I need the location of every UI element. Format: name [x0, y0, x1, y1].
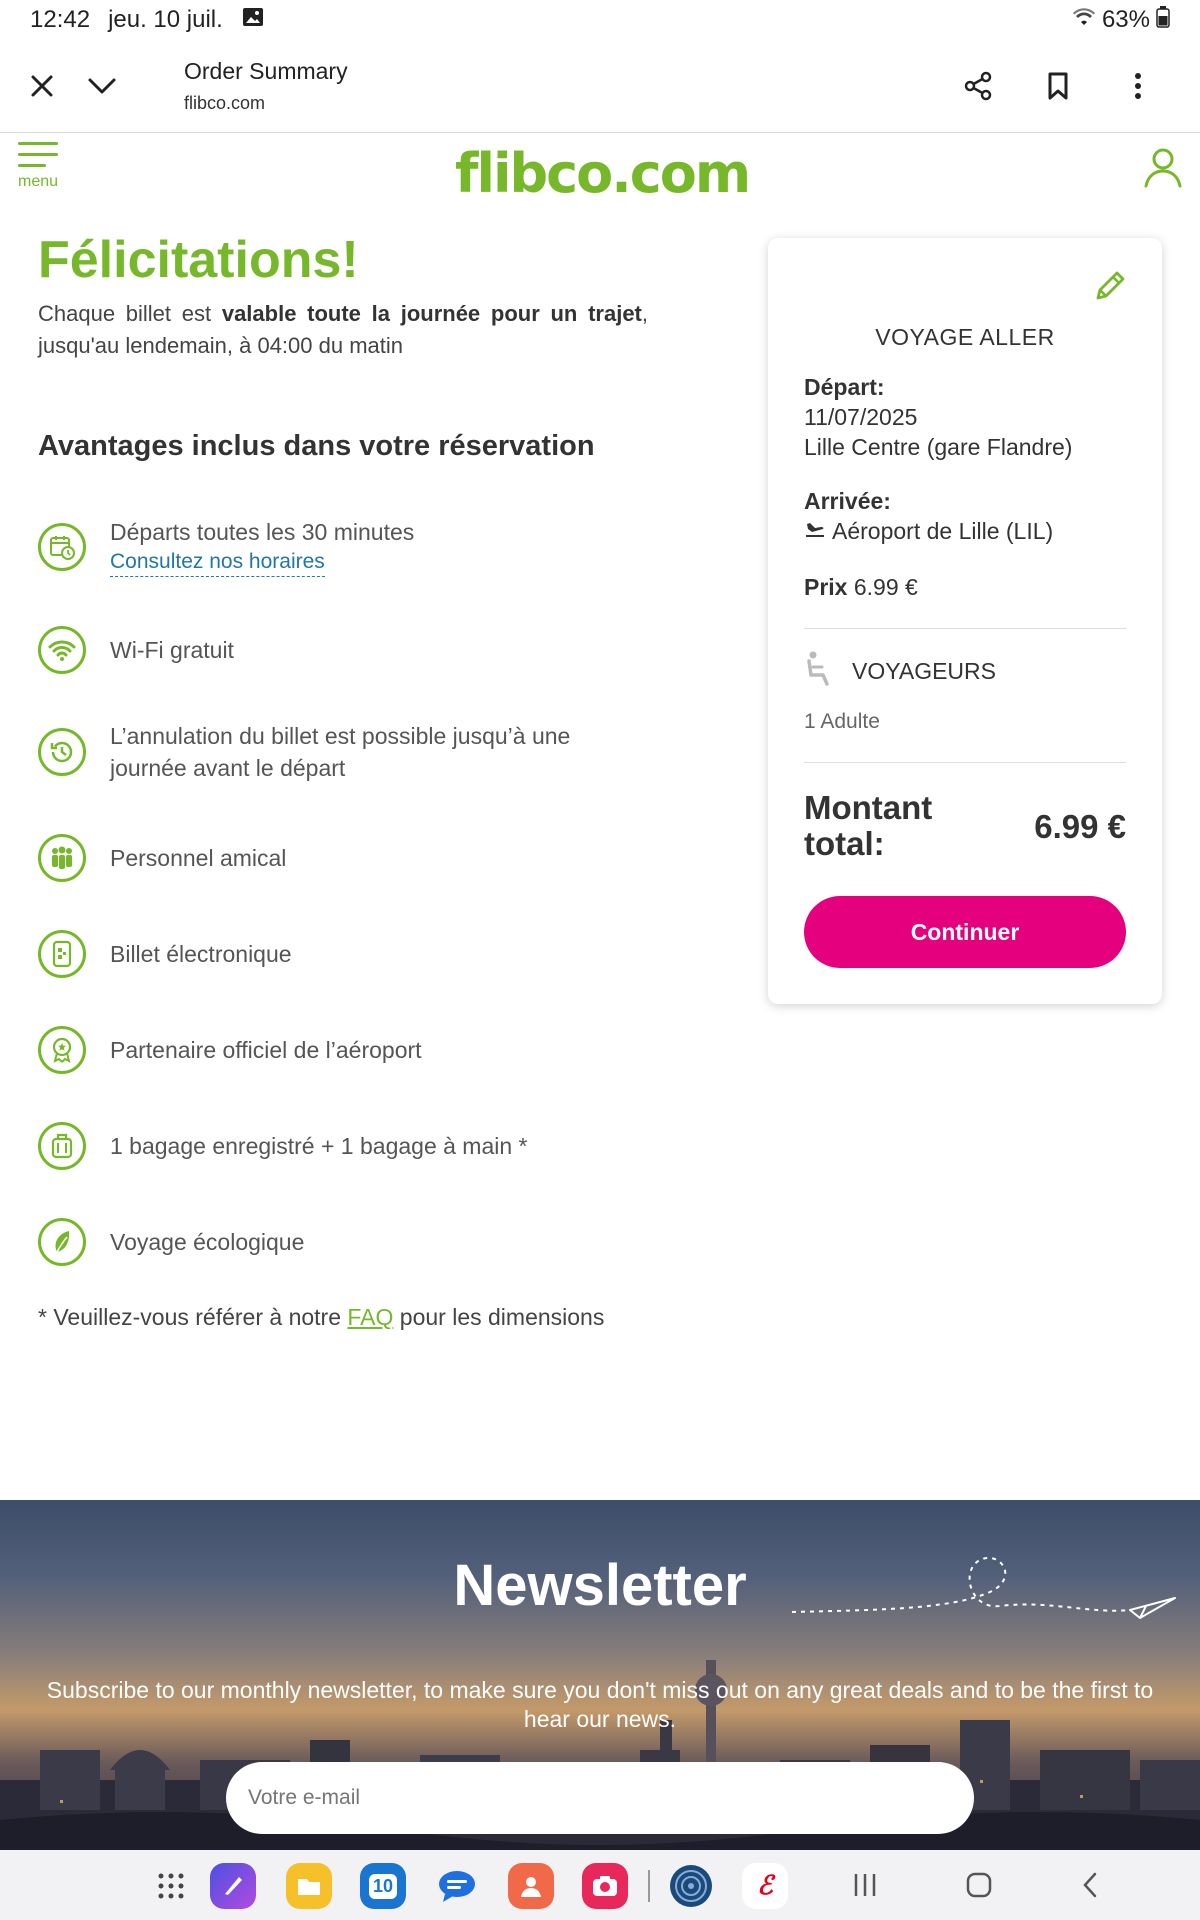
- recent-apps-icon[interactable]: [852, 1870, 878, 1905]
- page-url: flibco.com: [184, 93, 266, 113]
- advantage-eticket: [38, 930, 648, 978]
- order-summary-card: [768, 238, 1162, 1004]
- ticket-validity-text: Chaque billet est valable toute la journée pour un trajet, jusqu'au lendemain, à 04:00 du matin: [38, 301, 649, 358]
- travellers-title: VOYAGEURS: [852, 657, 996, 684]
- divider: [804, 762, 1126, 763]
- radar-app-icon[interactable]: [668, 1863, 714, 1909]
- price-label: Prix: [804, 574, 848, 600]
- back-icon[interactable]: [1080, 1870, 1100, 1905]
- advantage-text: Partenaire officiel de l’aéroport: [110, 1037, 422, 1063]
- newsletter-text: Subscribe to our monthly newsletter, to make sure you don't miss out on any great deals and to be the first to hear our news.: [46, 1677, 1154, 1732]
- calendar-app-icon[interactable]: [360, 1863, 406, 1909]
- timetable-link[interactable]: Consultez nos horaires: [110, 548, 325, 577]
- advantage-text: L’annulation du billet est possible jusqu’à une journée avant le départ: [110, 723, 571, 781]
- status-date: jeu. 10 juil.: [108, 6, 223, 33]
- site-logo[interactable]: flibco.com: [455, 142, 750, 205]
- advantage-text: Départs toutes les 30 minutes: [110, 519, 415, 545]
- camera-app-icon[interactable]: [582, 1863, 628, 1909]
- bookmark-icon[interactable]: [1038, 66, 1078, 106]
- home-icon[interactable]: [964, 1870, 994, 1905]
- advantage-text: Wi-Fi gratuit: [110, 637, 234, 663]
- more-options-icon[interactable]: [1118, 66, 1158, 106]
- seat-icon: [804, 650, 834, 692]
- wifi-status-icon: [1072, 6, 1096, 34]
- advantage-luggage: [38, 1122, 648, 1170]
- advantages-title: Avantages inclus dans votre réservation: [38, 430, 595, 462]
- total-value: 6.99 €: [1034, 808, 1126, 845]
- travellers-header: [804, 650, 996, 692]
- departure-label: Départ:: [804, 374, 885, 400]
- advantages-list: [38, 0, 648, 1400]
- advantage-partner: [38, 1026, 648, 1074]
- calendar-clock-icon: [38, 523, 86, 571]
- user-account-icon[interactable]: [1142, 146, 1184, 193]
- newsletter-email-input[interactable]: [226, 1762, 974, 1834]
- advantage-text: Billet électronique: [110, 941, 292, 967]
- wifi-icon: [38, 626, 86, 674]
- edit-pencil-icon[interactable]: [1092, 268, 1128, 309]
- trip-title: VOYAGE ALLER: [875, 324, 1055, 350]
- award-icon: [38, 1026, 86, 1074]
- continue-button[interactable]: Continuer: [804, 896, 1126, 968]
- luggage-icon: [38, 1122, 86, 1170]
- arrival-place: Aéroport de Lille (LIL): [832, 518, 1054, 544]
- price-row: [804, 572, 1126, 602]
- e-ticket-icon: [38, 930, 86, 978]
- newsletter-section: [0, 1500, 1200, 1850]
- status-time: 12:42: [30, 6, 91, 33]
- total-label: Montant total:: [804, 789, 933, 862]
- advantage-text: 1 bagage enregistré + 1 bagage à main *: [110, 1133, 528, 1159]
- lequipe-app-icon[interactable]: ℰ: [742, 1863, 788, 1909]
- battery-percent: 63%: [1101, 6, 1150, 33]
- messages-app-icon[interactable]: [434, 1863, 480, 1909]
- price-value: 6.99 €: [853, 574, 918, 600]
- battery-icon: [1156, 6, 1170, 35]
- share-icon[interactable]: [958, 66, 998, 106]
- departure-date: 11/07/2025: [804, 404, 918, 430]
- newsletter-title: Newsletter: [453, 1553, 747, 1618]
- advantage-eco: [38, 1218, 648, 1266]
- files-app-icon[interactable]: [286, 1863, 332, 1909]
- leaf-icon: [38, 1218, 86, 1266]
- arrival-label: Arrivée:: [804, 488, 891, 514]
- advantage-staff: [38, 834, 648, 882]
- page-title: Order Summary: [184, 58, 348, 84]
- staff-icon: [38, 834, 86, 882]
- departure-block: [804, 372, 1126, 462]
- advantage-cancellation: [38, 720, 648, 784]
- calendar-day: 10: [369, 1874, 397, 1899]
- arrival-block: [804, 486, 1126, 546]
- advantage-text: Personnel amical: [110, 845, 287, 871]
- faq-link[interactable]: FAQ: [347, 1304, 394, 1330]
- contacts-app-icon[interactable]: [508, 1863, 554, 1909]
- congrats-heading: Félicitations!: [38, 231, 359, 289]
- travellers-count: 1 Adulte: [804, 710, 880, 733]
- system-dock: [0, 1850, 1200, 1920]
- menu-label: menu: [17, 173, 59, 190]
- app-drawer-icon[interactable]: [148, 1863, 194, 1909]
- history-icon: [38, 728, 86, 776]
- plane-landing-icon: [804, 516, 826, 546]
- dock-divider: [648, 1870, 650, 1902]
- notes-app-icon[interactable]: [210, 1863, 256, 1909]
- luggage-footnote: * Veuillez-vous référer à notre FAQ pour les dimensions: [38, 1304, 605, 1330]
- advantage-departures: [38, 516, 648, 577]
- advantage-wifi: [38, 626, 648, 674]
- advantage-text: Voyage écologique: [110, 1229, 305, 1255]
- divider: [804, 628, 1126, 629]
- departure-place: Lille Centre (gare Flandre): [804, 434, 1073, 460]
